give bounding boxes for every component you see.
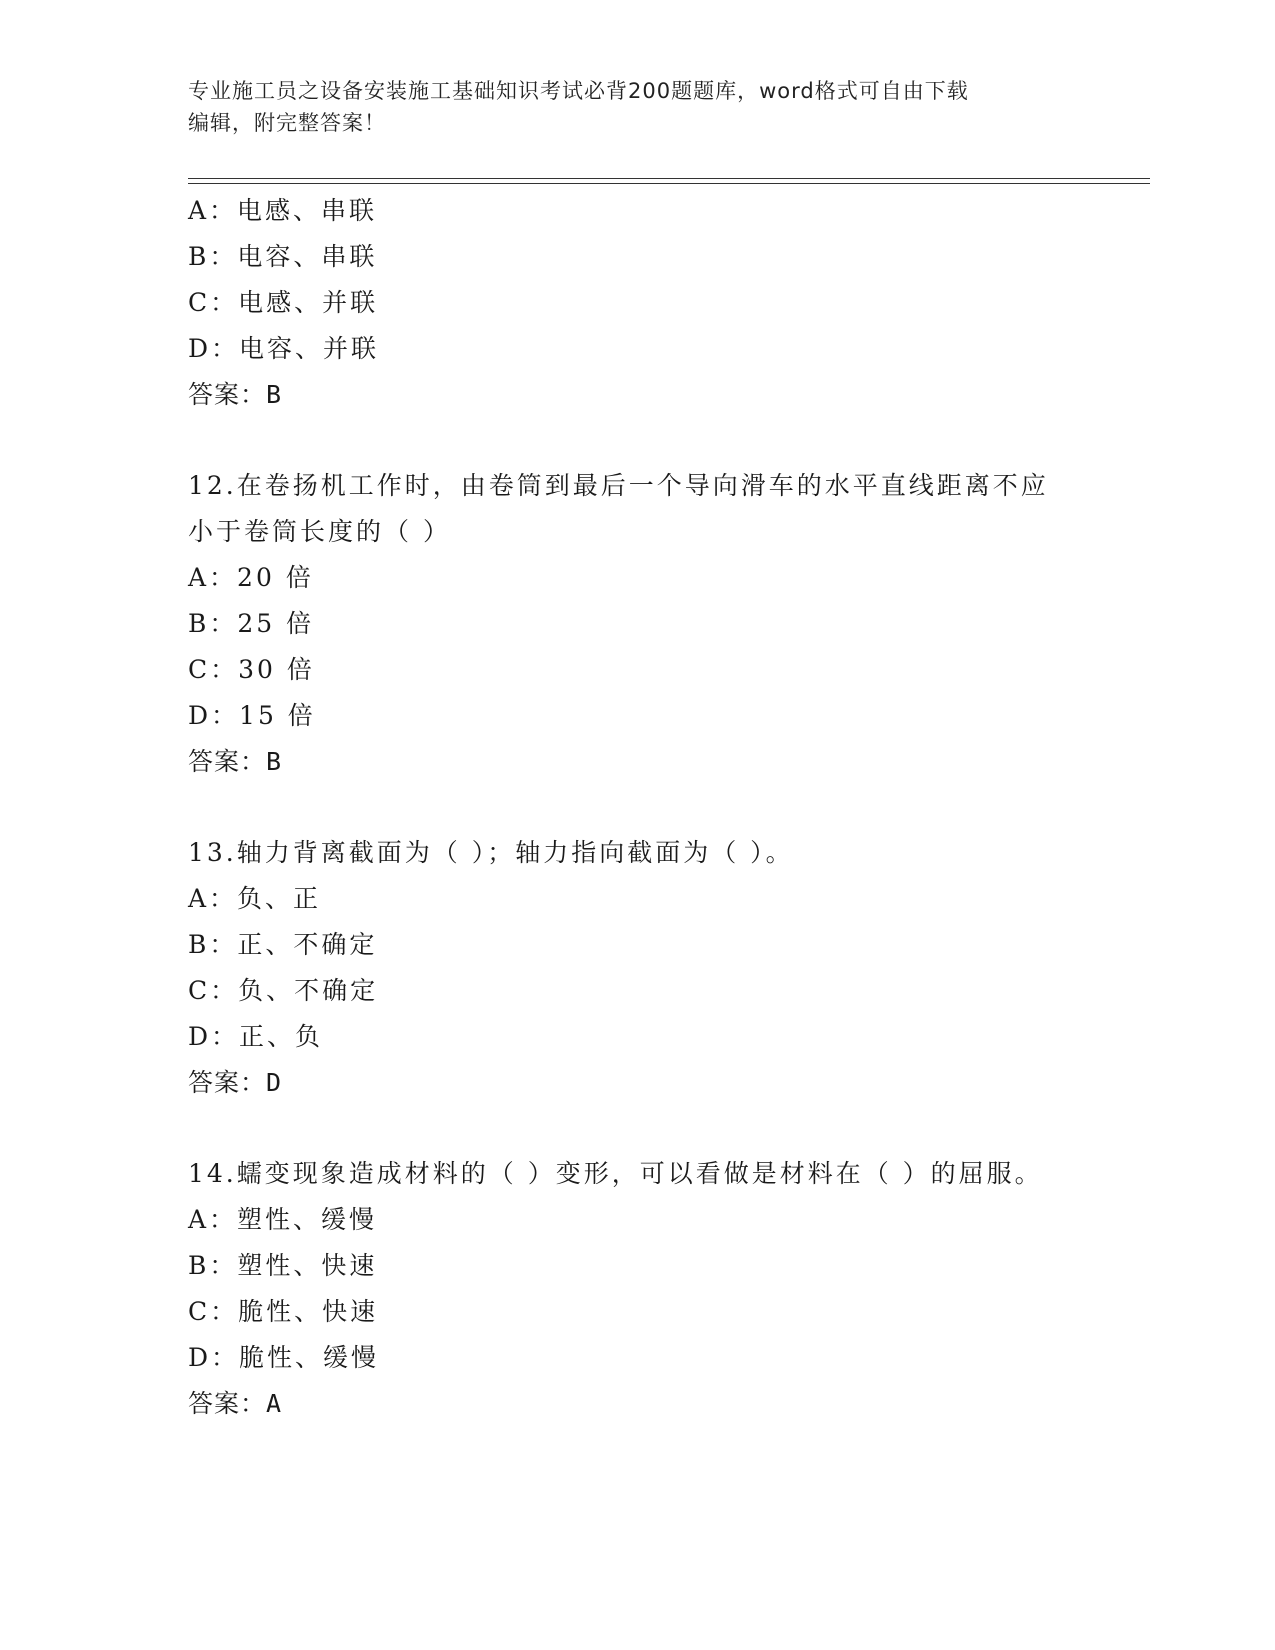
answer-label: 答案： — [188, 1068, 267, 1097]
question-text-line-2: 小于卷筒长度的（ ） — [188, 517, 451, 546]
question-list — [188, 188, 1088, 1427]
question-text-line-1: 13.轴力背离截面为（ ）；轴力指向截面为（ ）。 — [188, 838, 794, 867]
option-b: B：塑性、快速 — [188, 1251, 378, 1280]
answer-line — [188, 739, 1088, 785]
header-title-line-2: 编辑，附完整答案！ — [188, 111, 386, 135]
header-divider-top — [188, 178, 1150, 179]
option-c: C：电感、并联 — [188, 288, 379, 317]
option-c: C：30 倍 — [188, 655, 315, 684]
answer-label: 答案： — [188, 380, 267, 409]
option-c: C：负、不确定 — [188, 976, 379, 1005]
option-b: B：25 倍 — [188, 609, 315, 638]
option-d: D：正、负 — [188, 1022, 324, 1051]
question-text-line-1: 12.在卷扬机工作时，由卷筒到最后一个导向滑车的水平直线距离不应 — [188, 471, 1049, 500]
header-title-line-1: 专业施工员之设备安装施工基础知识考试必背200题题库，word格式可自由下载 — [188, 79, 969, 103]
option-d: D：脆性、缓慢 — [188, 1343, 380, 1372]
option-d: D：15 倍 — [188, 701, 316, 730]
answer-value: B — [266, 747, 283, 776]
option-c: C：脆性、快速 — [188, 1297, 379, 1326]
question-block-11 — [188, 188, 1088, 418]
option-a: A：负、正 — [188, 884, 322, 913]
answer-label: 答案： — [188, 747, 267, 776]
answer-value: B — [266, 380, 283, 409]
answer-label: 答案： — [188, 1389, 267, 1418]
document-header — [188, 75, 1068, 139]
question-block-13 — [188, 830, 1088, 1106]
answer-line — [188, 1381, 1088, 1427]
answer-value: A — [266, 1389, 283, 1418]
option-a: A：20 倍 — [188, 563, 314, 592]
question-block-12 — [188, 463, 1088, 785]
option-a: A：塑性、缓慢 — [188, 1205, 378, 1234]
answer-value: D — [266, 1068, 283, 1097]
option-b: B：正、不确定 — [188, 930, 378, 959]
answer-line — [188, 372, 1088, 418]
option-b: B：电容、串联 — [188, 242, 378, 271]
question-block-14 — [188, 1151, 1088, 1427]
option-d: D：电容、并联 — [188, 334, 380, 363]
header-divider-bottom — [188, 183, 1150, 184]
answer-line — [188, 1060, 1088, 1106]
option-a: A：电感、串联 — [188, 196, 378, 225]
question-text-line-1: 14.蠕变现象造成材料的（ ）变形，可以看做是材料在（ ）的屈服。 — [188, 1159, 1043, 1188]
